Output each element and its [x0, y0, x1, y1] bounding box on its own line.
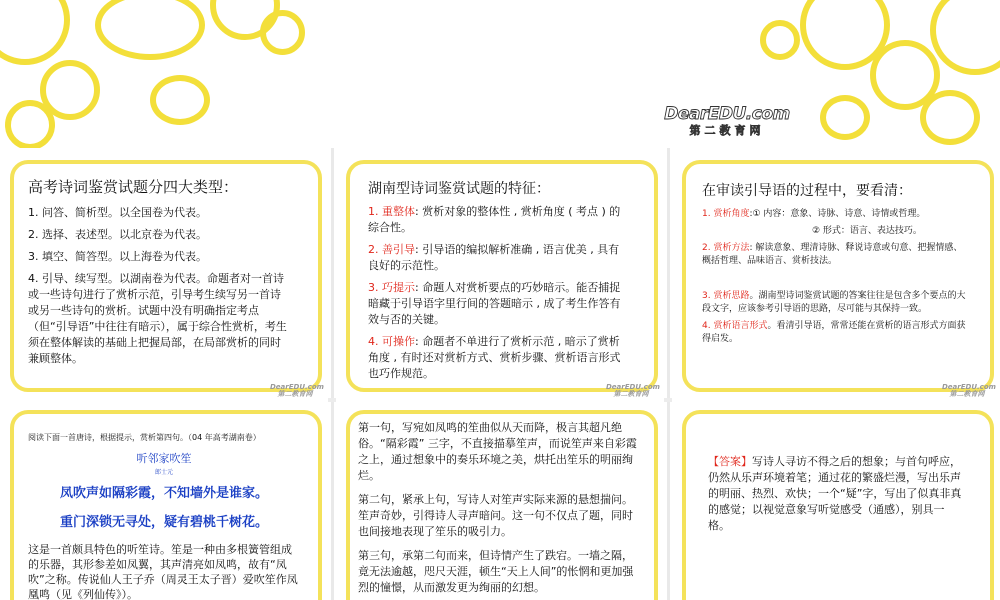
panel-content: [28, 432, 300, 600]
yellow-scroll-ornament: [95, 0, 205, 60]
yellow-scroll-ornament: [930, 0, 1000, 75]
slide-panel-2: [336, 152, 664, 402]
yellow-scroll-ornament: [820, 95, 870, 140]
panel-heading: 湖南型诗词鉴赏试题的特征：: [368, 181, 550, 197]
item-key: 3. 赏析思路: [702, 291, 750, 301]
item-key: 3. 巧提示: [368, 281, 415, 294]
item-key: 1. 赏析角度: [702, 209, 750, 219]
list-item: 3. 填空、简答型。以上海卷为代表。: [28, 250, 207, 263]
question-intro: 阅读下面一首唐诗，根据提示，赏析第四句。（04 年高考湖南卷）: [28, 433, 261, 442]
slide-panel-6: [672, 404, 1000, 600]
item-text: : 引导语的编拟解析准确 , 语言优美 , 具有良好的示范性。: [368, 243, 620, 272]
watermark: DearEDU.com 第二教育网: [942, 383, 996, 398]
slide-panel-1: [0, 152, 328, 402]
header-banner: [0, 0, 1000, 148]
poem-commentary: 这是一首颇具特色的听笙诗。笙是一种由多根簧管组成的乐器，其形参差如凤翼，其声清亮如凤鸣，故有“凤吹”之称。传说仙人王子乔（周灵王太子晋）爱吹笙作凤凰鸣（见《列仙传》）。: [28, 543, 298, 600]
slide-panel-5: [336, 404, 664, 600]
yellow-scroll-ornament: [150, 75, 210, 125]
watermark: DearEDU.com 第二教育网: [606, 383, 660, 398]
yellow-scroll-ornament: [5, 100, 55, 148]
poem-author: 郎士元: [154, 469, 173, 476]
list-item: [702, 225, 966, 238]
list-item: 4. 引导、续写型。以湖南卷为代表。命题者对一首诗或一些诗句进行了赏析示范，引导考生续写另一首诗或另一些诗句的赏析。试题中没有明确指定考点（但“引导语”中往往有暗示），属于综合性赏析，考生须在整体解读的基础上把握局部，在局部赏析的同时兼顾整体。: [28, 272, 287, 365]
item-text: : 命题人对赏析要点的巧妙暗示。能否捕捉暗藏于引导语字里行间的答题暗示 , 成了考生作答有效与否的关键。: [368, 281, 621, 326]
item-key: 1. 重整体: [368, 205, 415, 218]
item-text: : 赏析对象的整体性 , 赏析角度 ( 考点 ) 的综合性。: [368, 205, 621, 234]
answer-block: [708, 454, 964, 534]
slide-panel-4: [0, 404, 328, 600]
poem-title: 听邻家吹笙: [136, 452, 192, 465]
divider: [331, 148, 334, 600]
answer-label: 【答案】: [708, 455, 752, 468]
list-item: [702, 290, 966, 316]
item-key: 2. 赏析方法: [702, 243, 750, 253]
panel-content: [368, 178, 630, 382]
list-item: [368, 280, 630, 328]
logo-subtitle: 第二教育网: [689, 124, 765, 137]
dearedu-logo: [662, 104, 792, 140]
item-text: : 命题者不单进行了赏析示范 , 暗示了赏析角度 , 有时还对赏析方式、赏析步骤、赏析语言形式也巧作规范。: [368, 335, 621, 380]
list-item: [702, 242, 966, 268]
paragraph: 第二句，紧承上句，写诗人对笙声实际来源的悬想揣问。笙声奇妙，引得诗人寻声暗问。这一句不仅点了题，同时也间接地表现了笙乐的吸引力。: [358, 493, 633, 538]
paragraph: 第一句，写宛如凤鸣的笙曲似从天而降，极言其超凡绝俗。“隔彩霞” 三字，不直接描摹笙声，而说笙声来自彩霞之上，通过想象中的奏乐环境之美，烘托出笙乐的明丽绚烂。: [358, 421, 637, 482]
yellow-scroll-ornament: [760, 20, 800, 60]
list-item: 2. 选择、表述型。以北京卷为代表。: [28, 228, 207, 241]
answer-text: 写诗人寻访不得之后的想象；与首句呼应，仍然从乐声环境着笔；通过花的繁盛烂漫，写出乐声的明丽、热烈、欢快；一个“疑”字，写出了似真非真的感觉；以视觉意象写听觉感受（通感），别具一格。: [708, 455, 962, 532]
item-key: 4. 赏析语言形式: [702, 321, 768, 331]
item-text: 。看清引导语，常常还能在赏析的语言形式方面获得启发。: [702, 321, 966, 344]
panel-heading: 在审读引导语的过程中，要看清：: [702, 183, 912, 199]
item-text: :① 内容：意象、诗脉、诗意、诗情或哲理。: [749, 209, 926, 219]
item-key: 2. 善引导: [368, 243, 415, 256]
poem-line: 重门深锁无寻处，疑有碧桃千树花。: [59, 515, 268, 530]
list-item: [368, 334, 630, 382]
list-item: [368, 242, 630, 274]
panel-content: [28, 176, 288, 367]
yellow-scroll-ornament: [0, 0, 70, 65]
list-item: [702, 208, 966, 221]
divider: [667, 148, 670, 600]
list-item: [368, 204, 630, 236]
list-item: [702, 320, 966, 346]
watermark: DearEDU.com 第二教育网: [270, 383, 324, 398]
item-text: : 解读意象、理清诗脉、释说诗意或句意、把握情感、概括哲理、品味语言、赏析技法。: [702, 243, 963, 266]
slide-panel-3: [672, 152, 1000, 402]
panel-heading: 高考诗词鉴赏试题分四大类型：: [28, 178, 239, 196]
poem-line: 凤吹声如隔彩霞，不知墙外是谁家。: [59, 486, 268, 501]
yellow-scroll-ornament: [260, 10, 305, 55]
item-key: 4. 可操作: [368, 335, 415, 348]
panel-content: [358, 420, 640, 596]
logo-text: DearEDU.com: [664, 104, 790, 124]
list-item: 1. 问答、简析型。以全国卷为代表。: [28, 206, 207, 219]
yellow-scroll-ornament: [920, 90, 980, 145]
item-text: ② 形式：语言、表达技巧。: [812, 226, 922, 236]
panel-content: [702, 180, 966, 346]
paragraph: 第三句，承第二句而来，但诗情产生了跌宕。一墙之隔，竟无法逾越，咫尺天涯，顿生“天上人间”的怅惘和更加强烈的憧憬，从而激发更为绚丽的幻想。: [358, 549, 634, 594]
panel-content: [708, 454, 964, 534]
item-text: 。湖南型诗词鉴赏试题的答案往往是包含多个要点的大段文字，应该参考引导语的思路，尽可能与其保持一致。: [702, 291, 966, 314]
